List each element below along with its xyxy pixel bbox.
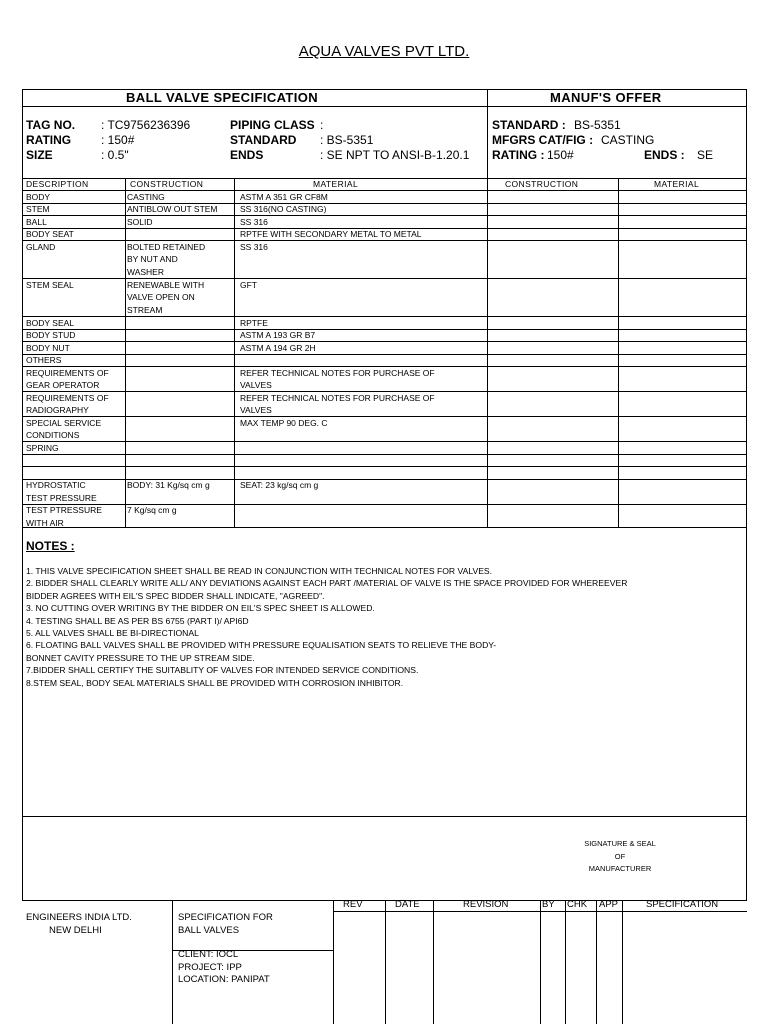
row-material xyxy=(240,203,326,216)
signature-line-1: SIGNATURE & SEAL xyxy=(584,839,656,848)
row-material xyxy=(240,191,328,204)
row-description xyxy=(26,228,74,241)
row-material-line: VALVES xyxy=(240,405,272,415)
row-material-line: REFER TECHNICAL NOTES FOR PURCHASE OF xyxy=(240,367,435,378)
row-description xyxy=(26,203,50,216)
row-description-line: BODY SEAT xyxy=(26,229,74,239)
row-construction-line: SOLID xyxy=(127,216,153,227)
row-description-line: BODY NUT xyxy=(26,342,70,353)
row-description-line: SPECIAL SERVICE xyxy=(26,417,102,428)
row-description-line: BODY STUD xyxy=(26,330,76,340)
footer-divider-8 xyxy=(622,900,623,1024)
footer-date-header: DATE xyxy=(395,899,420,910)
piping-class-value: : xyxy=(320,118,324,132)
size-value: : 0.5" xyxy=(101,148,129,162)
row-description-line: BODY SEAL xyxy=(26,317,75,328)
row-material-line: SEAT: 23 kg/sq cm g xyxy=(240,480,319,490)
row-description-line: GEAR OPERATOR xyxy=(26,380,100,390)
table-row-line xyxy=(22,354,747,355)
company-title: AQUA VALVES PVT LTD. xyxy=(298,43,470,60)
row-construction xyxy=(127,241,205,279)
row-construction-line: BY NUT AND xyxy=(127,254,178,264)
offer-mfgrs-value: CASTING xyxy=(601,133,655,147)
note-item: 7.BIDDER SHALL CERTIFY THE SUITABLITY OF VALVES FOR INTENDED SERVICE CONDITIONS. xyxy=(26,665,419,676)
row-construction-line: STREAM xyxy=(127,304,163,315)
note-item: 6. FLOATING BALL VALVES SHALL BE PROVIDED WITH PRESSURE EQUALISATION SEATS TO RELIEVE THE BODY- xyxy=(26,640,497,651)
row-construction-line: CASTING xyxy=(127,191,165,202)
footer-chk-header: CHK xyxy=(567,899,588,910)
row-material xyxy=(240,367,435,392)
col-material: MATERIAL xyxy=(313,179,359,189)
row-description-line: RADIOGRAPHY xyxy=(26,405,89,415)
row-description xyxy=(26,479,97,504)
col-divider-3 xyxy=(618,178,619,527)
rating-value: : 150# xyxy=(101,133,135,147)
note-item: 2. BIDDER SHALL CLEARLY WRITE ALL/ ANY DEVIATIONS AGAINST EACH PART /MATERIAL OF VALVE IS THE SPACE PROVIDED FOR WHEREEVER xyxy=(26,578,628,589)
row-construction xyxy=(127,279,204,317)
row-description-line: REQUIREMENTS OF xyxy=(26,392,109,403)
notes-bottom-line xyxy=(22,816,747,817)
row-description-line: STEM xyxy=(26,204,50,214)
offer-rating-label: RATING : xyxy=(492,148,545,162)
header-bottom-line xyxy=(22,106,747,107)
note-item: 4. TESTING SHALL BE AS PER BS 6755 (PART I)/ API6D xyxy=(26,615,249,626)
rating-label: RATING xyxy=(26,133,72,147)
row-description-line: REQUIREMENTS OF xyxy=(26,367,109,378)
row-construction-line: VALVE OPEN ON xyxy=(127,292,195,302)
row-description-line: SPRING xyxy=(26,442,59,453)
col-offer-construction: CONSTRUCTION xyxy=(505,179,579,189)
table-row-line xyxy=(22,329,747,330)
col-divider-1 xyxy=(125,178,126,527)
note-item: BIDDER AGREES WITH EIL'S SPEC BIDDER SHALL INDICATE, "AGREED". xyxy=(26,590,325,601)
ends-value: : SE NPT TO ANSI-B-1.20.1 xyxy=(320,148,470,162)
footer-divider-5 xyxy=(540,900,541,1024)
footer-divider-2 xyxy=(333,900,334,1024)
row-construction-line: BOLTED RETAINED xyxy=(127,241,206,252)
footer-divider-6 xyxy=(565,900,566,1024)
row-construction-line: WASHER xyxy=(127,266,164,277)
note-item: BONNET CAVITY PRESSURE TO THE UP STREAM SIDE. xyxy=(26,652,255,663)
signature-line-3: MANUFACTURER xyxy=(588,864,652,873)
offer-standard-value: BS-5351 xyxy=(574,118,621,132)
notes-title: NOTES : xyxy=(26,539,75,553)
row-material-line: ASTM A 194 GR 2H xyxy=(240,342,316,353)
row-material-line: SS 316(NO CASTING) xyxy=(240,204,327,214)
row-description xyxy=(26,279,74,292)
row-description-line: GLAND xyxy=(26,241,56,252)
row-construction-line: BODY: 31 Kg/sq cm g xyxy=(127,480,210,490)
row-construction xyxy=(127,203,218,216)
row-description xyxy=(26,417,101,442)
row-description xyxy=(26,317,74,330)
size-label: SIZE xyxy=(26,148,53,162)
footer-client: CLIENT: IOCL xyxy=(178,949,239,960)
footer-divider-3 xyxy=(385,900,386,1024)
col-description: DESCRIPTION xyxy=(26,179,89,189)
row-material-line: MAX TEMP 90 DEG. C xyxy=(240,417,328,428)
row-material-line: GFT xyxy=(240,279,257,290)
table-row-line xyxy=(22,466,747,467)
row-material-line: RPTFE xyxy=(240,317,268,328)
row-description-line: OTHERS xyxy=(26,355,62,365)
row-material-line: REFER TECHNICAL NOTES FOR PURCHASE OF xyxy=(240,392,435,403)
row-description xyxy=(26,392,109,417)
row-material xyxy=(240,279,257,292)
row-construction xyxy=(127,216,153,229)
row-material-line: ASTM A 351 GR CF8M xyxy=(240,191,328,202)
row-construction-line: ANTIBLOW OUT STEM xyxy=(127,204,218,214)
offer-ends-value: SE xyxy=(697,148,714,162)
table-bottom-line xyxy=(22,527,747,528)
offer-ends-label: ENDS : xyxy=(644,148,685,162)
note-item: 5. ALL VALVES SHALL BE BI-DIRECTIONAL xyxy=(26,628,199,638)
standard-label: STANDARD xyxy=(230,133,297,147)
spec-header: BALL VALVE SPECIFICATION xyxy=(126,90,319,105)
footer-spec-line-2: BALL VALVES xyxy=(178,925,240,936)
row-construction xyxy=(127,504,177,517)
offer-divider-line xyxy=(487,89,488,527)
frame-right-line xyxy=(746,89,747,900)
footer-spec-line-1: SPECIFICATION FOR xyxy=(178,912,273,923)
standard-value: : BS-5351 xyxy=(320,133,374,147)
row-description xyxy=(26,504,102,529)
footer-revision-header: REVISION xyxy=(463,899,509,910)
row-description-line: HYDROSTATIC xyxy=(26,480,86,490)
row-description xyxy=(26,342,70,355)
row-description xyxy=(26,354,61,367)
footer-org-line-2: NEW DELHI xyxy=(49,925,102,936)
row-description xyxy=(26,216,47,229)
row-description-line: TEST PTRESSURE xyxy=(26,505,102,515)
table-row-line xyxy=(22,341,747,342)
row-material xyxy=(240,479,318,492)
table-row-line xyxy=(22,416,747,417)
offer-mfgrs-label: MFGRS CAT/FIG : xyxy=(492,133,594,147)
footer-divider-7 xyxy=(596,900,597,1024)
row-material xyxy=(240,392,435,417)
row-construction xyxy=(127,479,210,492)
row-description-line: BALL xyxy=(26,216,47,227)
row-material-line: ASTM A 193 GR B7 xyxy=(240,330,316,340)
row-material-line: SS 316 xyxy=(240,216,268,227)
row-material xyxy=(240,417,328,430)
footer-specification-header: SPECIFICATION xyxy=(646,899,719,910)
row-material-line: VALVES xyxy=(240,380,272,390)
col-divider-2 xyxy=(234,178,235,527)
row-description xyxy=(26,241,55,254)
note-item: 8.STEM SEAL, BODY SEAL MATERIALS SHALL BE PROVIDED WITH CORROSION INHIBITOR. xyxy=(26,677,404,688)
frame-left-line xyxy=(22,89,23,900)
row-material xyxy=(240,216,268,229)
col-construction: CONSTRUCTION xyxy=(130,179,204,189)
footer-by-header: BY xyxy=(542,899,555,910)
row-construction-line: 7 Kg/sq cm g xyxy=(127,505,177,515)
footer-project: PROJECT: IPP xyxy=(178,962,242,973)
footer-divider-1 xyxy=(172,900,173,1024)
row-material xyxy=(240,317,268,330)
piping-class-label: PIPING CLASS xyxy=(230,118,315,132)
row-description xyxy=(26,442,59,455)
col-offer-material: MATERIAL xyxy=(654,179,700,189)
tag-value: : TC9756236396 xyxy=(101,118,191,132)
note-item: 1. THIS VALVE SPECIFICATION SHEET SHALL BE READ IN CONJUNCTION WITH TECHNICAL NOTES FOR VALVES. xyxy=(26,566,493,576)
row-description-line: BODY xyxy=(26,191,51,202)
footer-location: LOCATION: PANIPAT xyxy=(178,974,270,985)
offer-rating-value: 150# xyxy=(547,148,574,162)
row-material-line: RPTFE WITH SECONDARY METAL TO METAL xyxy=(240,229,422,239)
note-item: 3. NO CUTTING OVER WRITING BY THE BIDDER ON EIL'S SPEC SHEET IS ALLOWED. xyxy=(26,603,375,614)
ends-label: ENDS xyxy=(230,148,264,162)
row-material xyxy=(240,329,315,342)
offer-standard-label: STANDARD : xyxy=(492,118,566,132)
row-description-line: WITH AIR xyxy=(26,517,64,528)
row-description-line: CONDITIONS xyxy=(26,430,80,440)
footer-app-header: APP xyxy=(599,899,619,910)
signature-block xyxy=(580,838,660,876)
footer-org-line-1: ENGINEERS INDIA LTD. xyxy=(26,912,132,923)
table-row-line xyxy=(22,454,747,455)
row-material-line: SS 316 xyxy=(240,241,268,252)
footer-rev-header: REV xyxy=(343,899,363,910)
row-material xyxy=(240,228,422,241)
row-description xyxy=(26,329,75,342)
footer-divider-4 xyxy=(433,900,434,1024)
table-row-line xyxy=(22,316,747,317)
row-description xyxy=(26,191,50,204)
tag-label: TAG NO. xyxy=(26,118,76,132)
row-material xyxy=(240,241,268,254)
row-description-line: TEST PRESSURE xyxy=(26,492,97,503)
row-material xyxy=(240,342,316,355)
signature-line-2: OF xyxy=(614,851,626,861)
row-construction xyxy=(127,191,165,204)
table-row-line xyxy=(22,441,747,442)
row-description xyxy=(26,367,109,392)
row-construction-line: RENEWABLE WITH xyxy=(127,279,205,290)
row-description-line: STEM SEAL xyxy=(26,279,74,290)
offer-header: MANUF'S OFFER xyxy=(550,90,662,105)
